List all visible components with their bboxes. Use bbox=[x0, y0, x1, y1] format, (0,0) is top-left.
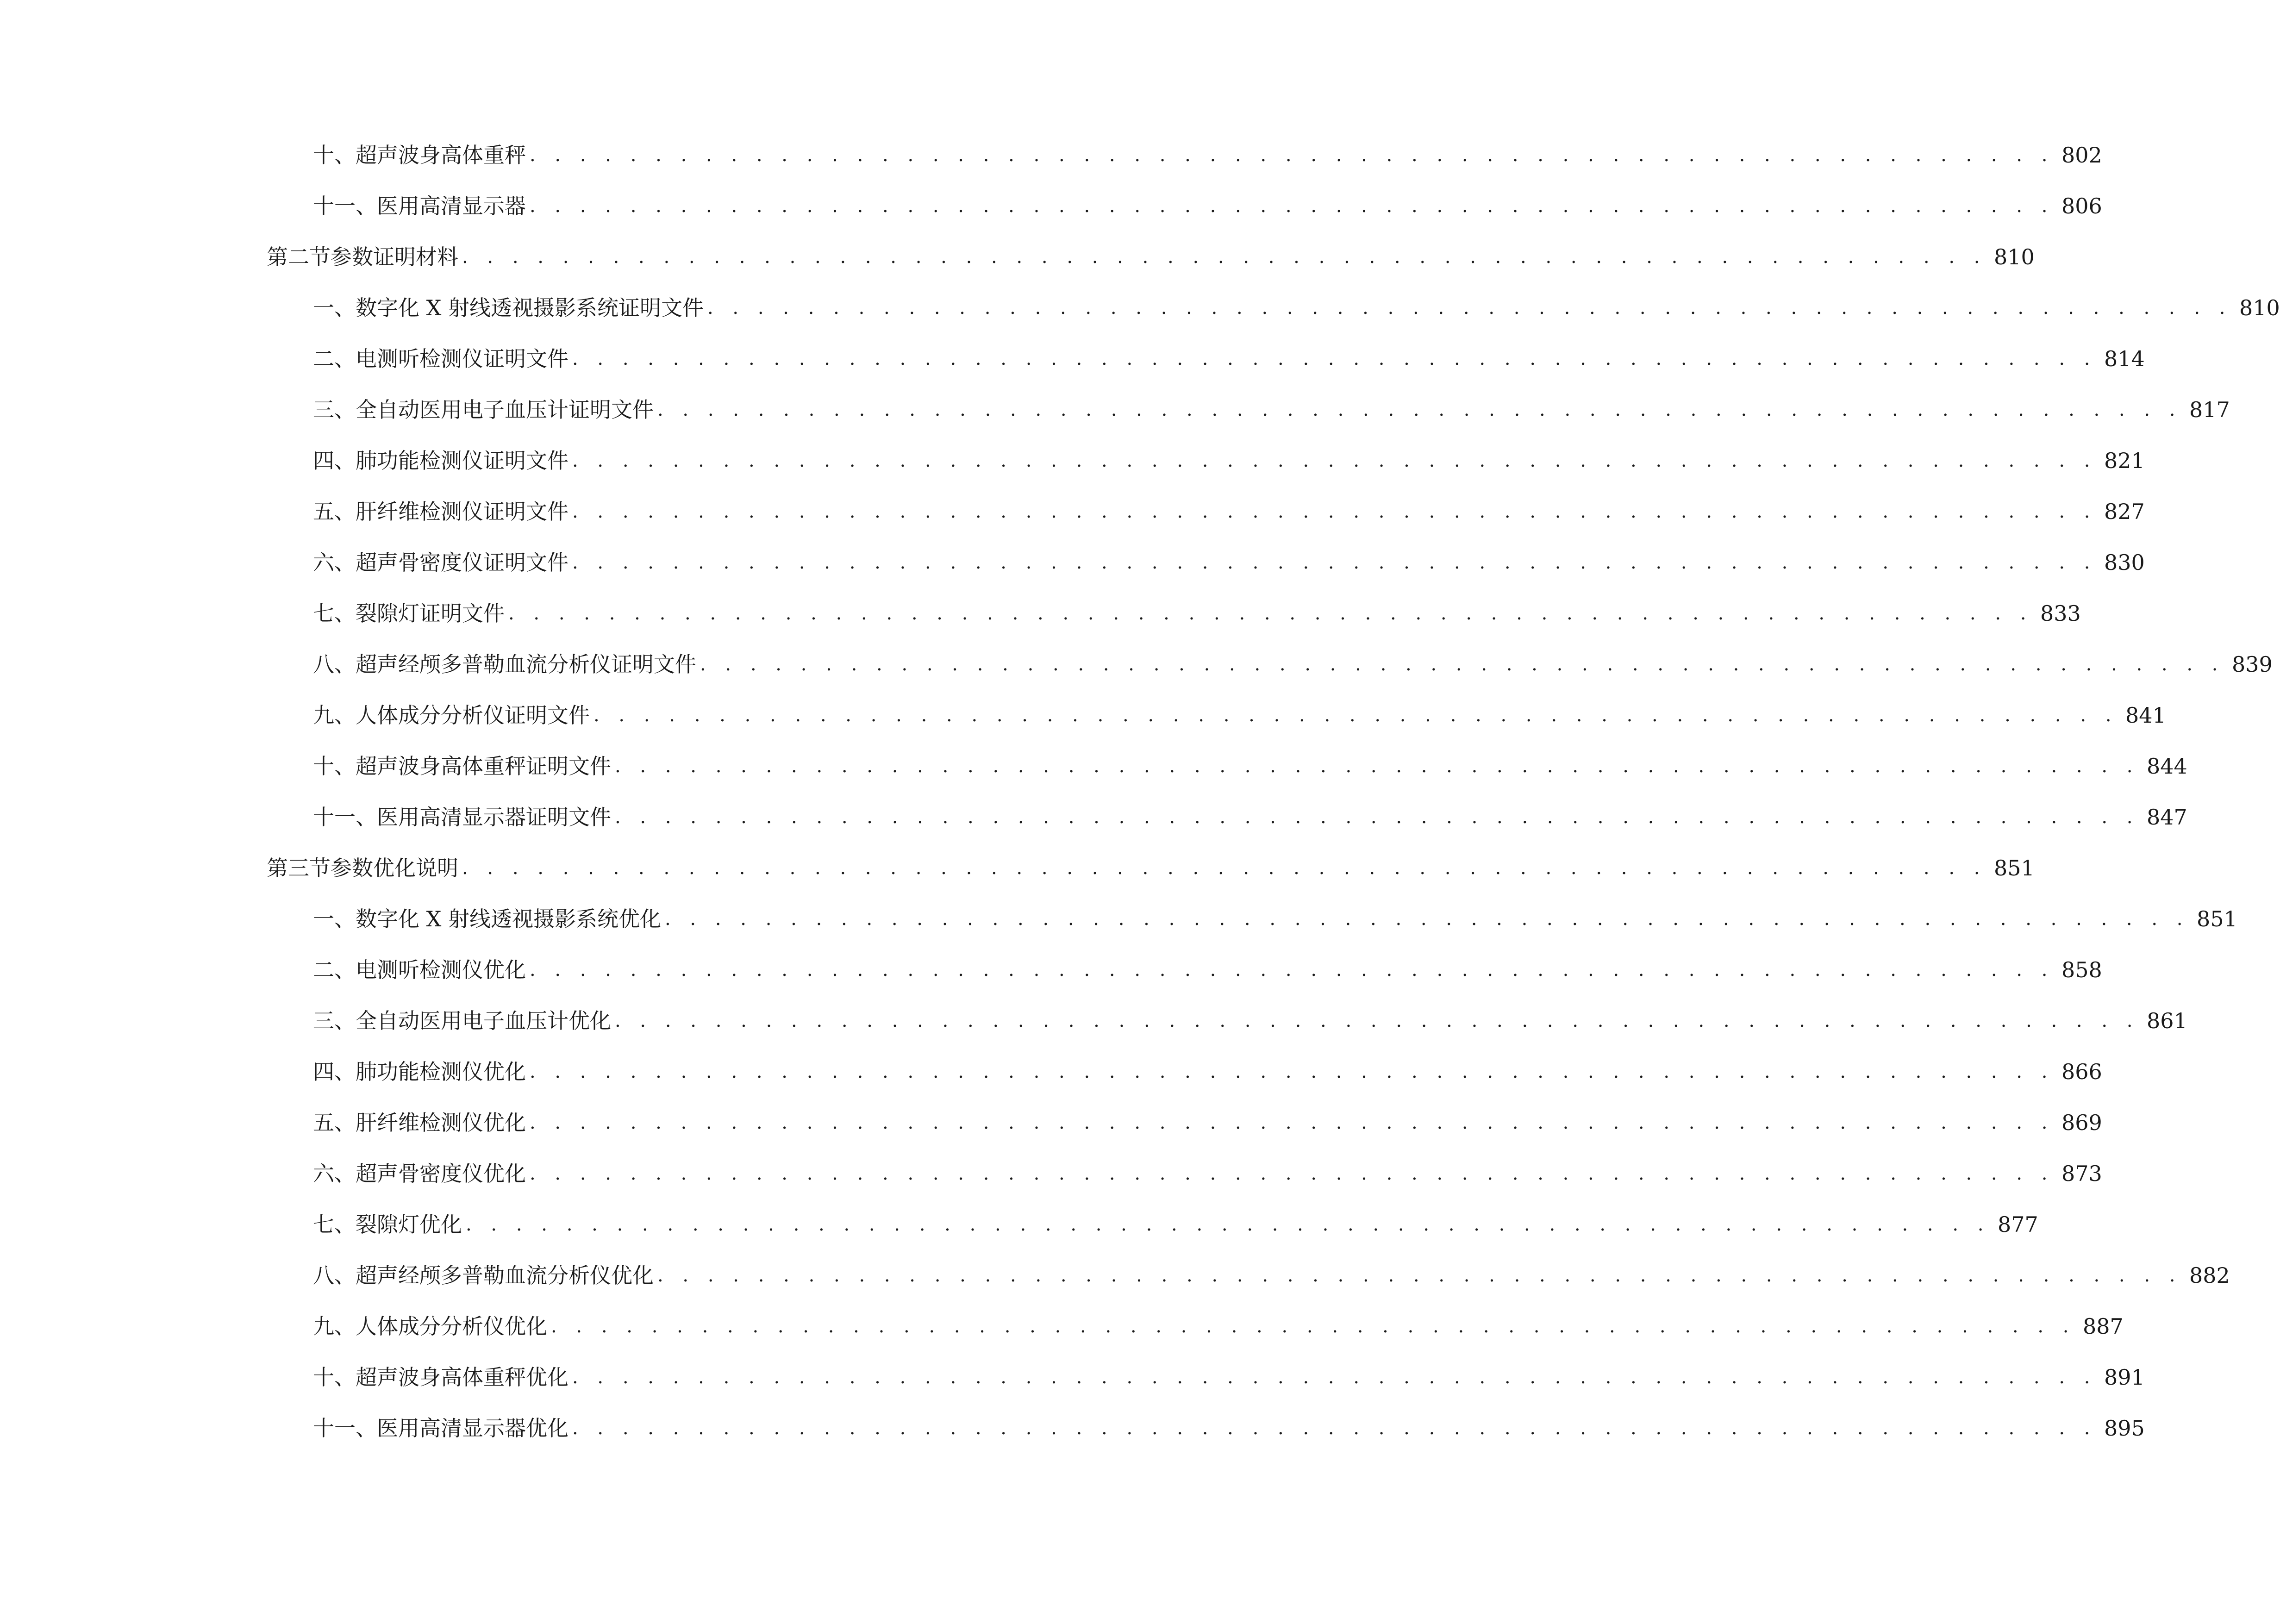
entry-title: 裂隙灯证明文件 bbox=[356, 601, 505, 626]
toc-entry[interactable] bbox=[0, 1352, 2145, 1403]
entry-number: 二、 bbox=[313, 346, 356, 371]
dot-leader: . . . . . . . . . . . . . . . . . . . . . . . . . . . . . . . . . . . . . . . . . . . . . . . . . . . . . . . . . . . . . bbox=[593, 705, 2118, 726]
entry-title: 超声波身高体重秤优化 bbox=[356, 1365, 568, 1390]
toc-section-entry[interactable] bbox=[0, 843, 2035, 893]
entry-number: 五、 bbox=[313, 1110, 356, 1135]
entry-page-number: 833 bbox=[2040, 601, 2081, 626]
dot-leader: . . . . . . . . . . . . . . . . . . . . . . . . . . . . . . . . . . . . . . . . . . . . . . . . . . . . . . . . . . . . . bbox=[551, 1316, 2075, 1337]
dot-leader: . . . . . . . . . . . . . . . . . . . . . . . . . . . . . . . . . . . . . . . . . . . . . . . . . . . . . . . . . . . . . bbox=[530, 1112, 2054, 1133]
toc-entry[interactable] bbox=[0, 1148, 2102, 1199]
section-number: 第二节 bbox=[267, 244, 331, 269]
entry-page-number: 858 bbox=[2061, 957, 2102, 982]
entry-title: 电测听检测仪证明文件 bbox=[356, 346, 568, 371]
dot-leader: . . . . . . . . . . . . . . . . . . . . . . . . . . . . . . . . . . . . . . . . . . . . . . . . . . . . . . . . . . . . . bbox=[707, 297, 2232, 319]
entry-title: 电测听检测仪优化 bbox=[356, 957, 526, 982]
dot-leader: . . . . . . . . . . . . . . . . . . . . . . . . . . . . . . . . . . . . . . . . . . . . . . . . . . . . . . . . . . . . . bbox=[615, 756, 2139, 777]
entry-title: 超声经颅多普勒血流分析仪证明文件 bbox=[356, 652, 696, 677]
entry-number: 十一、 bbox=[313, 1416, 377, 1441]
dot-leader: . . . . . . . . . . . . . . . . . . . . . . . . . . . . . . . . . . . . . . . . . . . . . . . . . . . . . . . . . . . . . bbox=[615, 806, 2139, 828]
section-title: 参数优化说明 bbox=[331, 856, 458, 881]
section-number: 第三节 bbox=[267, 856, 331, 881]
entry-number: 十一、 bbox=[313, 805, 377, 830]
toc-entry[interactable] bbox=[0, 690, 2166, 741]
dot-leader: . . . . . . . . . . . . . . . . . . . . . . . . . . . . . . . . . . . . . . . . . . . . . . . . . . . . . . . . . . . . . bbox=[657, 399, 2182, 420]
toc-entry[interactable] bbox=[0, 181, 2102, 231]
dot-leader: . . . . . . . . . . . . . . . . . . . . . . . . . . . . . . . . . . . . . . . . . . . . . . . . . . . . . . . . . . . . . bbox=[462, 246, 1986, 268]
toc-entry[interactable] bbox=[0, 1403, 2145, 1454]
toc-entry[interactable] bbox=[0, 639, 2273, 690]
entry-page-number: 887 bbox=[2083, 1314, 2124, 1339]
entry-number: 七、 bbox=[313, 601, 356, 626]
dot-leader: . . . . . . . . . . . . . . . . . . . . . . . . . . . . . . . . . . . . . . . . . . . . . . . . . . . . . . . . . . . . . bbox=[572, 450, 2097, 471]
entry-title: 肝纤维检测仪证明文件 bbox=[356, 499, 568, 524]
entry-title: 医用高清显示器证明文件 bbox=[377, 805, 611, 830]
toc-entry[interactable] bbox=[0, 1097, 2102, 1148]
entry-page-number: 817 bbox=[2189, 397, 2230, 422]
toc-entry[interactable] bbox=[0, 792, 2187, 843]
entry-number: 二、 bbox=[313, 957, 356, 982]
entry-title: 医用高清显示器 bbox=[377, 194, 526, 219]
entry-title: 肺功能检测仪证明文件 bbox=[356, 448, 568, 473]
entry-title: 裂隙灯优化 bbox=[356, 1212, 462, 1237]
entry-number: 四、 bbox=[313, 1059, 356, 1084]
dot-leader: . . . . . . . . . . . . . . . . . . . . . . . . . . . . . . . . . . . . . . . . . . . . . . . . . . . . . . . . . . . . . bbox=[466, 1214, 1990, 1235]
dot-leader: . . . . . . . . . . . . . . . . . . . . . . . . . . . . . . . . . . . . . . . . . . . . . . . . . . . . . . . . . . . . . bbox=[530, 959, 2054, 981]
dot-leader: . . . . . . . . . . . . . . . . . . . . . . . . . . . . . . . . . . . . . . . . . . . . . . . . . . . . . . . . . . . . . bbox=[572, 552, 2097, 573]
dot-leader: . . . . . . . . . . . . . . . . . . . . . . . . . . . . . . . . . . . . . . . . . . . . . . . . . . . . . . . . . . . . . bbox=[530, 1061, 2054, 1082]
toc-entry[interactable] bbox=[0, 486, 2145, 537]
entry-title: 肝纤维检测仪优化 bbox=[356, 1110, 526, 1135]
entry-title: 超声波身高体重秤 bbox=[356, 143, 526, 168]
entry-title: 肺功能检测仪优化 bbox=[356, 1059, 526, 1084]
entry-page-number: 802 bbox=[2061, 143, 2102, 168]
entry-page-number: 869 bbox=[2061, 1110, 2102, 1135]
entry-title: 数字化 X 射线透视摄影系统证明文件 bbox=[356, 295, 704, 320]
entry-title: 数字化 X 射线透视摄影系统优化 bbox=[356, 906, 661, 931]
toc-section-entry[interactable] bbox=[0, 231, 2035, 282]
entry-page-number: 830 bbox=[2104, 550, 2145, 575]
entry-page-number: 844 bbox=[2147, 754, 2187, 779]
toc-entry[interactable] bbox=[0, 384, 2230, 435]
entry-number: 八、 bbox=[313, 1263, 356, 1288]
entry-page-number: 861 bbox=[2147, 1008, 2187, 1033]
entry-number: 一、 bbox=[313, 295, 356, 320]
entry-page-number: 810 bbox=[2239, 295, 2280, 320]
section-title: 参数证明材料 bbox=[331, 244, 458, 269]
entry-page-number: 806 bbox=[2061, 194, 2102, 219]
dot-leader: . . . . . . . . . . . . . . . . . . . . . . . . . . . . . . . . . . . . . . . . . . . . . . . . . . . . . . . . . . . . . bbox=[665, 908, 2189, 930]
entry-title: 医用高清显示器优化 bbox=[377, 1416, 568, 1441]
dot-leader: . . . . . . . . . . . . . . . . . . . . . . . . . . . . . . . . . . . . . . . . . . . . . . . . . . . . . . . . . . . . . bbox=[572, 501, 2097, 522]
entry-title: 超声骨密度仪优化 bbox=[356, 1161, 526, 1186]
entry-number: 五、 bbox=[313, 499, 356, 524]
dot-leader: . . . . . . . . . . . . . . . . . . . . . . . . . . . . . . . . . . . . . . . . . . . . . . . . . . . . . . . . . . . . . bbox=[508, 603, 2033, 624]
toc-entry[interactable] bbox=[0, 588, 2081, 639]
entry-title: 全自动医用电子血压计证明文件 bbox=[356, 397, 654, 422]
entry-number: 十、 bbox=[313, 754, 356, 779]
entry-page-number: 873 bbox=[2061, 1161, 2102, 1186]
entry-number: 九、 bbox=[313, 703, 356, 728]
toc-entry[interactable] bbox=[0, 1199, 2038, 1250]
toc-entry[interactable] bbox=[0, 333, 2145, 384]
entry-title: 超声骨密度仪证明文件 bbox=[356, 550, 568, 575]
entry-number: 三、 bbox=[313, 1008, 356, 1033]
toc-entry[interactable] bbox=[0, 435, 2145, 486]
entry-page-number: 877 bbox=[1998, 1212, 2038, 1237]
entry-page-number: 895 bbox=[2104, 1416, 2145, 1441]
entry-number: 八、 bbox=[313, 652, 356, 677]
entry-title: 全自动医用电子血压计优化 bbox=[356, 1008, 611, 1033]
entry-number: 六、 bbox=[313, 1161, 356, 1186]
entry-number: 九、 bbox=[313, 1314, 356, 1339]
dot-leader: . . . . . . . . . . . . . . . . . . . . . . . . . . . . . . . . . . . . . . . . . . . . . . . . . . . . . . . . . . . . . bbox=[572, 1367, 2097, 1388]
entry-number: 十、 bbox=[313, 143, 356, 168]
toc-entry[interactable] bbox=[0, 282, 2280, 333]
entry-title: 超声经颅多普勒血流分析仪优化 bbox=[356, 1263, 654, 1288]
dot-leader: . . . . . . . . . . . . . . . . . . . . . . . . . . . . . . . . . . . . . . . . . . . . . . . . . . . . . . . . . . . . . bbox=[700, 654, 2224, 675]
entry-title: 人体成分分析仪优化 bbox=[356, 1314, 547, 1339]
entry-page-number: 866 bbox=[2061, 1059, 2102, 1084]
entry-title: 超声波身高体重秤证明文件 bbox=[356, 754, 611, 779]
entry-page-number: 810 bbox=[1994, 244, 2035, 269]
toc-entry[interactable] bbox=[0, 130, 2102, 181]
entry-number: 一、 bbox=[313, 906, 356, 931]
toc-entry[interactable] bbox=[0, 1301, 2124, 1352]
entry-title: 人体成分分析仪证明文件 bbox=[356, 703, 590, 728]
entry-number: 三、 bbox=[313, 397, 356, 422]
dot-leader: . . . . . . . . . . . . . . . . . . . . . . . . . . . . . . . . . . . . . . . . . . . . . . . . . . . . . . . . . . . . . bbox=[572, 1418, 2097, 1439]
entry-page-number: 847 bbox=[2147, 805, 2187, 830]
dot-leader: . . . . . . . . . . . . . . . . . . . . . . . . . . . . . . . . . . . . . . . . . . . . . . . . . . . . . . . . . . . . . bbox=[462, 857, 1986, 879]
toc-entry[interactable] bbox=[0, 893, 2237, 944]
toc-entry[interactable] bbox=[0, 741, 2187, 792]
entry-page-number: 821 bbox=[2104, 448, 2145, 473]
toc-entry[interactable] bbox=[0, 995, 2187, 1046]
dot-leader: . . . . . . . . . . . . . . . . . . . . . . . . . . . . . . . . . . . . . . . . . . . . . . . . . . . . . . . . . . . . . bbox=[530, 1163, 2054, 1184]
toc-entry[interactable] bbox=[0, 537, 2145, 588]
entry-number: 十、 bbox=[313, 1365, 356, 1390]
entry-number: 四、 bbox=[313, 448, 356, 473]
entry-page-number: 827 bbox=[2104, 499, 2145, 524]
dot-leader: . . . . . . . . . . . . . . . . . . . . . . . . . . . . . . . . . . . . . . . . . . . . . . . . . . . . . . . . . . . . . bbox=[530, 144, 2054, 166]
dot-leader: . . . . . . . . . . . . . . . . . . . . . . . . . . . . . . . . . . . . . . . . . . . . . . . . . . . . . . . . . . . . . bbox=[657, 1265, 2182, 1286]
entry-page-number: 841 bbox=[2125, 703, 2166, 728]
entry-number: 十一、 bbox=[313, 194, 377, 219]
toc-entry[interactable] bbox=[0, 1250, 2230, 1301]
entry-page-number: 851 bbox=[2197, 906, 2237, 931]
toc-entry[interactable] bbox=[0, 944, 2102, 995]
dot-leader: . . . . . . . . . . . . . . . . . . . . . . . . . . . . . . . . . . . . . . . . . . . . . . . . . . . . . . . . . . . . . bbox=[572, 348, 2097, 369]
entry-page-number: 851 bbox=[1994, 856, 2035, 881]
entry-number: 六、 bbox=[313, 550, 356, 575]
entry-number: 七、 bbox=[313, 1212, 356, 1237]
toc-entry[interactable] bbox=[0, 1046, 2102, 1097]
entry-page-number: 839 bbox=[2232, 652, 2273, 677]
entry-page-number: 891 bbox=[2104, 1365, 2145, 1390]
dot-leader: . . . . . . . . . . . . . . . . . . . . . . . . . . . . . . . . . . . . . . . . . . . . . . . . . . . . . . . . . . . . . bbox=[615, 1010, 2139, 1031]
entry-page-number: 814 bbox=[2104, 346, 2145, 371]
entry-page-number: 882 bbox=[2189, 1263, 2230, 1288]
dot-leader: . . . . . . . . . . . . . . . . . . . . . . . . . . . . . . . . . . . . . . . . . . . . . . . . . . . . . . . . . . . . . bbox=[530, 195, 2054, 217]
